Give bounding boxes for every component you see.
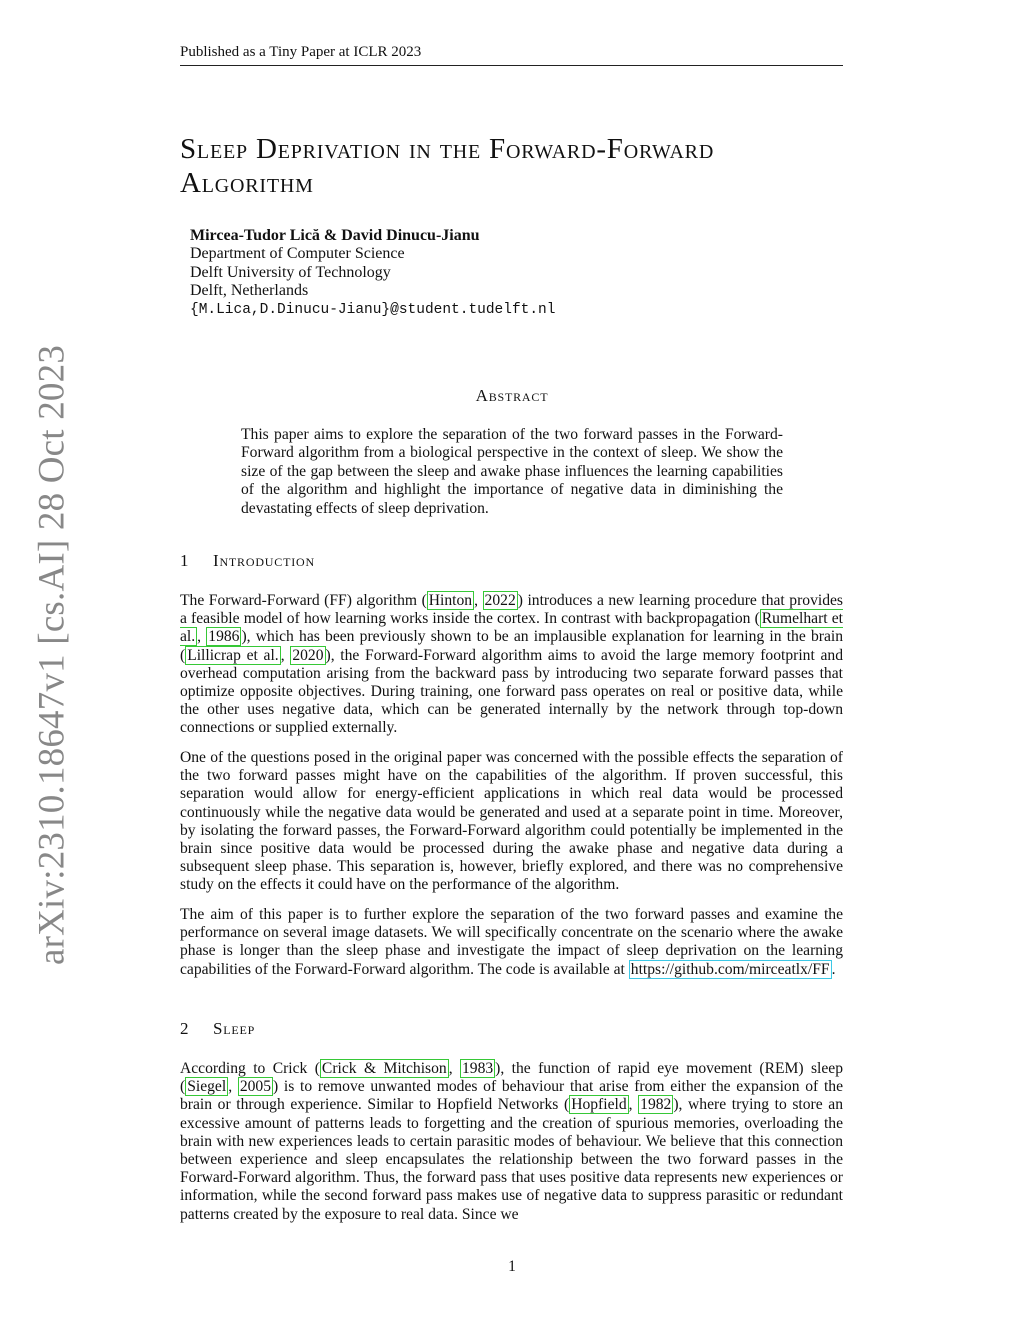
text-run: ), which has been previously shown to be an implausible explanation for learning in the brain ( <box>180 628 843 664</box>
citation-link-lillicrap-year[interactable]: 2020 <box>292 646 324 664</box>
citation-link-siegel-year[interactable]: 2005 <box>239 1078 271 1096</box>
citation-link-hopfield[interactable]: Hopfield <box>571 1096 627 1114</box>
page-number: 1 <box>508 1258 516 1275</box>
section-1-title: Introduction <box>213 551 315 570</box>
citation-link-rumelhart[interactable]: Rumelhart et al. <box>180 610 843 646</box>
author-university: Delft University of Technology <box>190 263 391 281</box>
text-run: ) introduces a new learning procedure that provides a feasible model of how learning works inside the cortex. In contrast with backpropagation ( <box>180 592 843 628</box>
arxiv-stamp: arXiv:2310.18647v1 [cs.AI] 28 Oct 2023 <box>31 344 73 966</box>
intro-paragraph-3 <box>180 906 843 979</box>
section-1-heading <box>180 551 315 571</box>
text-run: ), the function of rapid eye movement (REM) sleep ( <box>180 1060 844 1096</box>
abstract-text: This paper aims to explore the separation of the two forward passes in the Forward-Forward algorithm from a biological perspective in the context of sleep. We show the size of the gap between the sleep and awake phase influences the learning capabilities of the algorithm and highlight the importance of negative data in diminishing the devastating effects of sleep deprivation. <box>241 426 783 517</box>
citation-link-crick[interactable]: Crick & Mitchison <box>321 1060 447 1077</box>
text-run: . <box>831 960 836 978</box>
section-2-title: Sleep <box>213 1019 256 1038</box>
citation-link-crick-year[interactable]: 1983 <box>461 1060 494 1077</box>
code-url-link[interactable]: https://github.com/mirceatlx/FF <box>630 960 830 978</box>
paper-title <box>180 132 840 200</box>
abstract-heading: Abstract <box>475 386 549 405</box>
text-run: According to Crick ( <box>180 1060 320 1077</box>
author-email[interactable]: {M.Lica,D.Dinucu-Jianu}@student.tudelft.nl <box>190 301 556 318</box>
text-run: , <box>280 646 291 664</box>
citation-link-siegel[interactable]: Siegel <box>187 1078 227 1096</box>
text-run: The aim of this paper is to further explore the separation of the two forward passes and examine the performance on several image datasets. We will specifically concentrate on the scenario where the awake phase is longer than the sleep phase and investigate the impact of sleep deprivation on the learning capabilities of the Forward-Forward algorithm. The code is available at <box>180 906 843 978</box>
citation-link-hinton[interactable]: Hinton <box>428 592 473 609</box>
citation-link-hinton-year[interactable]: 2022 <box>484 592 516 609</box>
section-2-number: 2 <box>180 1019 190 1038</box>
title-line-1: Sleep Deprivation in the Forward-Forward <box>180 133 715 165</box>
citation-link-lillicrap[interactable]: Lillicrap et al. <box>187 646 279 664</box>
text-run: , <box>197 628 207 646</box>
sleep-paragraph-1 <box>180 1060 843 1224</box>
text-run: ), the Forward-Forward algorithm aims to avoid the large memory footprint and overhead computation arising from the backward pass by introducing two separate forward passes that optimize opposite objectives. During training, one forward pass operates on real or positive data, while the other uses negative data, which can be generated internally by the network through top-down connections or supplied externally. <box>180 646 844 737</box>
citation-link-hopfield-year[interactable]: 1982 <box>640 1096 672 1114</box>
section-1-number: 1 <box>180 551 190 570</box>
author-names: Mircea-Tudor Lică & David Dinucu-Jianu <box>190 227 480 244</box>
running-header: Published as a Tiny Paper at ICLR 2023 <box>180 44 843 66</box>
intro-paragraph-1 <box>180 592 843 738</box>
text-run: , <box>628 1096 639 1114</box>
author-block <box>190 227 555 319</box>
intro-paragraph-2: One of the questions posed in the original paper was concerned with the possible effects the separation of the two forward passes might have on the capabilities of the algorithm. If proven successful, this separation would allow for energy-efficient applications in which real data would be processed continuously while the negative data would be generated and used at a separate point in time. Moreover, by isolating the forward passes, the Forward-Forward algorithm could potentially be implemented in the brain since positive data would be processed during the awake phase and negative data during a subsequent sleep phase. This separation is, however, briefly explored, and there was no comprehensive study on the effects it could have on the performance of the algorithm. <box>180 749 843 894</box>
text-run: , <box>474 592 483 609</box>
author-location: Delft, Netherlands <box>190 282 309 300</box>
text-run: ), where trying to store an excessive amount of patterns leads to forgetting and the creation of spurious memories, overloading the brain with new experiences leads to certain parasitic modes of behaviour. We believe that this connection between experience and sleep encapsulates the relationship between the two forward passes in the Forward-Forward algorithm. Thus, the forward pass that uses positive data represents new experiences or information, while the second forward pass makes use of negative data to suppress parasitic or redundant patterns created by the exposure to real data. Since we <box>180 1096 843 1223</box>
text-run: , <box>448 1060 460 1077</box>
section-2-heading <box>180 1019 255 1039</box>
author-department: Department of Computer Science <box>190 245 405 263</box>
title-line-2: Algorithm <box>180 167 314 199</box>
text-run: ) is to remove unwanted modes of behaviour that arise from either the expansion of the brain or through experience. Similar to Hopfield Networks ( <box>180 1078 843 1114</box>
text-run: , <box>228 1078 238 1096</box>
citation-link-rumelhart-year[interactable]: 1986 <box>208 628 240 646</box>
text-run: The Forward-Forward (FF) algorithm ( <box>180 592 427 609</box>
